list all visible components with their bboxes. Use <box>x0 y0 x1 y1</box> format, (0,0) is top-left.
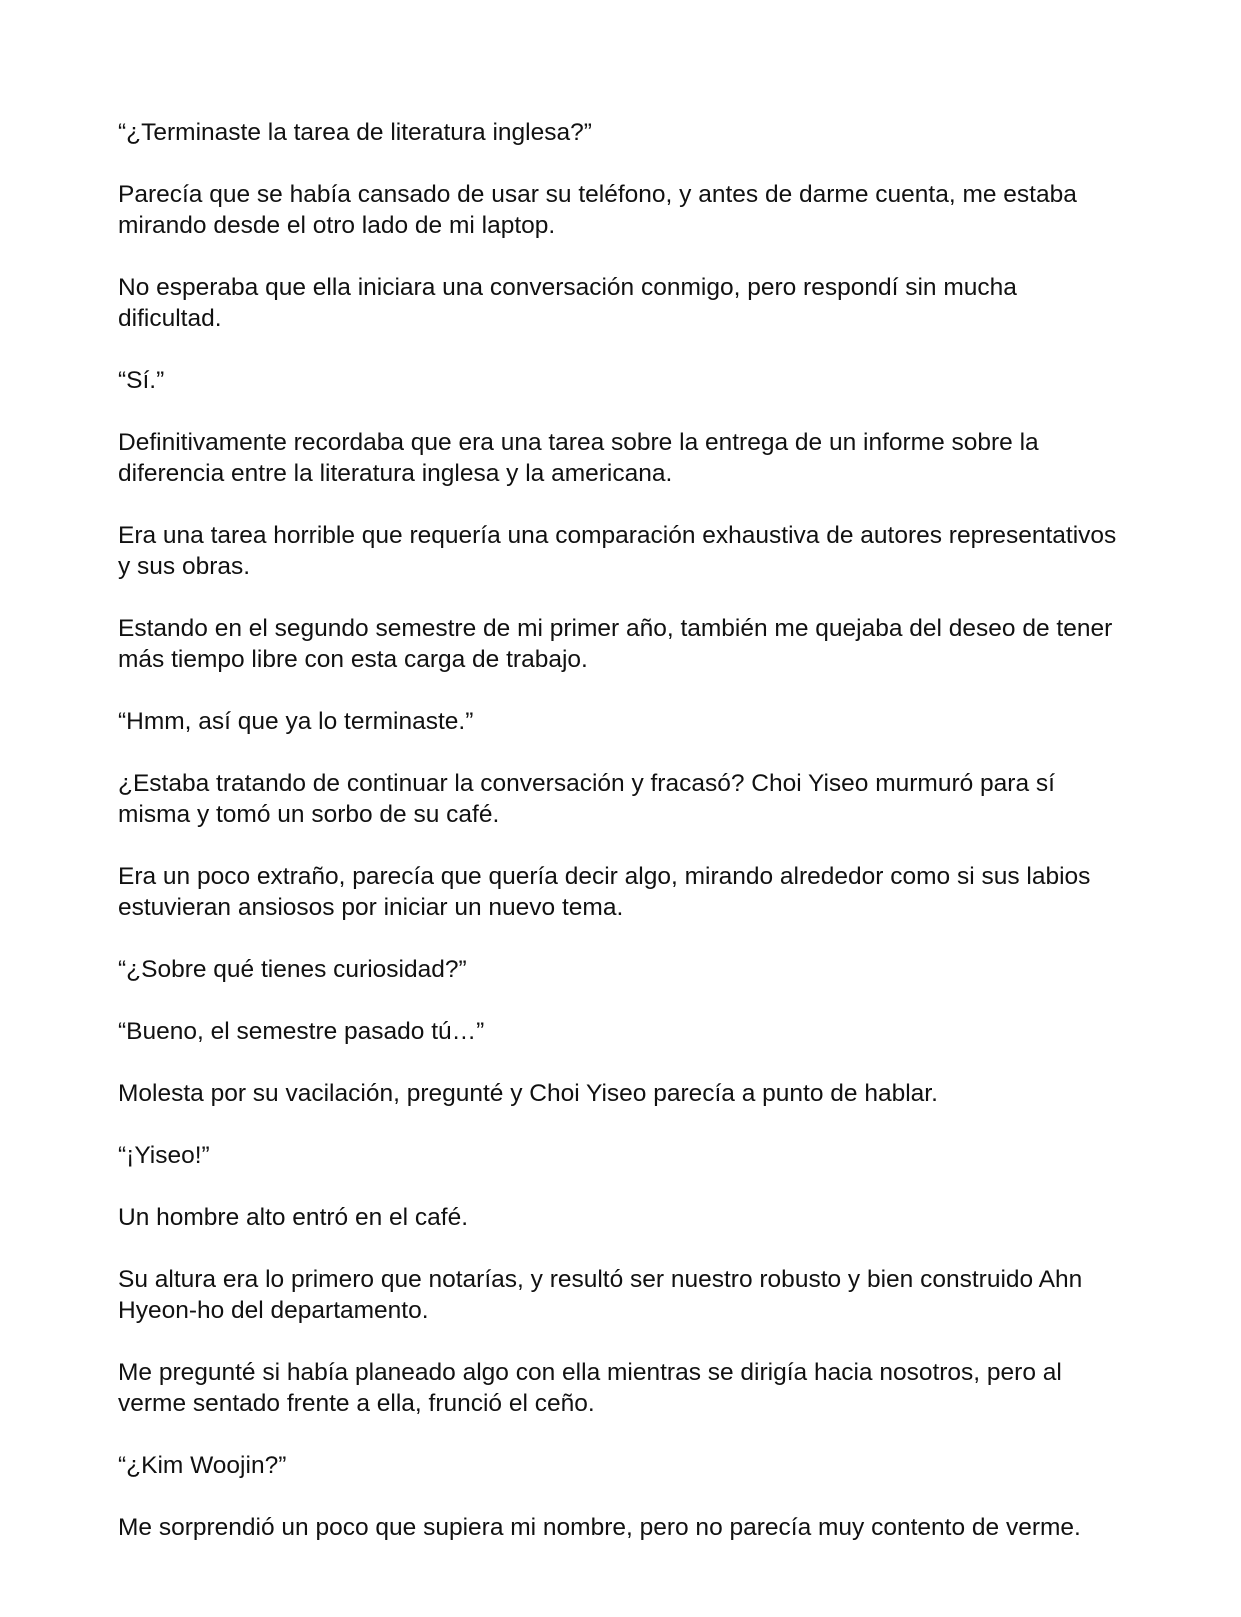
document-body <box>118 117 1118 1574</box>
paragraph: No esperaba que ella iniciara una conversación conmigo, pero respondí sin mucha dificultad. <box>118 274 1017 332</box>
paragraph: “¡Yiseo!” <box>118 1142 210 1169</box>
paragraph: Era un poco extraño, parecía que quería decir algo, mirando alrededor como si sus labios estuvieran ansiosos por iniciar un nuevo tema. <box>118 863 1091 921</box>
paragraph: Me sorprendió un poco que supiera mi nombre, pero no parecía muy contento de verme. <box>118 1514 1081 1541</box>
paragraph: “¿Sobre qué tienes curiosidad?” <box>118 956 467 983</box>
paragraph: ¿Estaba tratando de continuar la conversación y fracasó? Choi Yiseo murmuró para sí misma y tomó un sorbo de su café. <box>118 770 1055 828</box>
paragraph: Su altura era lo primero que notarías, y resultó ser nuestro robusto y bien construido Ahn Hyeon-ho del departamento. <box>118 1266 1083 1324</box>
paragraph: “¿Kim Woojin?” <box>118 1452 287 1479</box>
paragraph: “Sí.” <box>118 367 165 394</box>
paragraph: Me pregunté si había planeado algo con ella mientras se dirigía hacia nosotros, pero al verme sentado frente a ella, frunció el ceño. <box>118 1359 1062 1417</box>
paragraph: Estando en el segundo semestre de mi primer año, también me quejaba del deseo de tener más tiempo libre con esta carga de trabajo. <box>118 615 1113 673</box>
paragraph: Un hombre alto entró en el café. <box>118 1204 469 1231</box>
paragraph: Definitivamente recordaba que era una tarea sobre la entrega de un informe sobre la diferencia entre la literatura inglesa y la americana. <box>118 429 1039 487</box>
paragraph: Molesta por su vacilación, pregunté y Choi Yiseo parecía a punto de hablar. <box>118 1080 938 1107</box>
paragraph: Era una tarea horrible que requería una comparación exhaustiva de autores representativos y sus obras. <box>118 522 1117 580</box>
paragraph: “Bueno, el semestre pasado tú…” <box>118 1018 485 1045</box>
paragraph: “Hmm, así que ya lo terminaste.” <box>118 708 474 735</box>
paragraph: “¿Terminaste la tarea de literatura inglesa?” <box>118 119 592 146</box>
paragraph: Parecía que se había cansado de usar su teléfono, y antes de darme cuenta, me estaba mirando desde el otro lado de mi laptop. <box>118 181 1077 239</box>
